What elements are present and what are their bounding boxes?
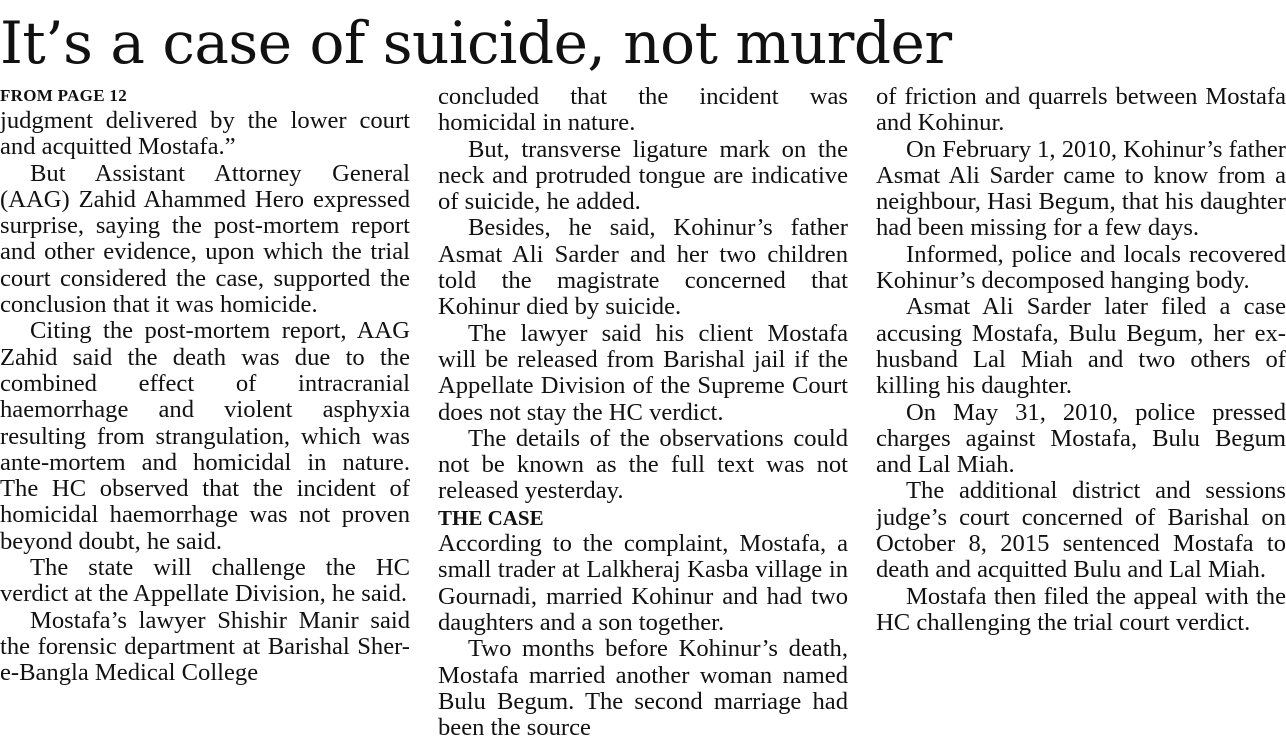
paragraph: The state will challenge the HC verdict at the Appellate Division, he said. bbox=[0, 554, 410, 608]
paragraph: judgment delivered by the lower court and acquitted Mostafa.” bbox=[0, 107, 410, 161]
article-column-3 bbox=[876, 84, 1286, 752]
paragraph: The lawyer said his client Mostafa will be released from Barishal jail if the Appellate Division of the Supreme Court does not stay the HC verdict. bbox=[438, 319, 848, 426]
paragraph: concluded that the incident was homicidal in nature. bbox=[438, 84, 848, 137]
paragraph: The additional district and sessions judge’s court concerned of Barishal on October 8, 2015 sentenced Mostafa to death and acquitted Bulu and Lal Miah. bbox=[876, 477, 1286, 584]
paragraph: On May 31, 2010, police pressed charges against Mostafa, Bulu Begum and Lal Miah. bbox=[876, 398, 1286, 479]
paragraph: Asmat Ali Sarder later filed a case accusing Mostafa, Bulu Begum, her ex-husband Lal Miah and two others of killing his daughter. bbox=[876, 293, 1286, 400]
paragraph: Mostafa’s lawyer Shishir Manir said the forensic department at Barishal Sher-e-Bangla Medical College bbox=[0, 606, 410, 687]
paragraph: Informed, police and locals recovered Kohinur’s decomposed hanging body. bbox=[876, 240, 1286, 295]
paragraph: Two months before Kohinur’s death, Mostafa married another woman named Bulu Begum. The second marriage had been the source bbox=[438, 635, 848, 742]
paragraph: According to the complaint, Mostafa, a small trader at Lalkheraj Kasba village in Gournadi, married Kohinur and had two daughters and a son together. bbox=[438, 530, 848, 636]
paragraph: of friction and quarrels between Mostafa and Kohinur. bbox=[876, 84, 1286, 137]
paragraph: Mostafa then filed the appeal with the HC challenging the trial court verdict. bbox=[876, 582, 1286, 636]
article-column-2 bbox=[438, 84, 848, 752]
paragraph: The details of the observations could not be known as the full text was not released yesterday. bbox=[438, 424, 848, 505]
article-column-1 bbox=[0, 84, 410, 752]
continuation-kicker: FROM PAGE 12 bbox=[0, 86, 127, 105]
paragraph: Besides, he said, Kohinur’s father Asmat Ali Sarder and her two children told the magistrate concerned that Kohinur died by suicide. bbox=[438, 214, 848, 321]
paragraph: But, transverse ligature mark on the neck and protruded tongue are indicative of suicide, he added. bbox=[438, 135, 848, 216]
paragraph: On February 1, 2010, Kohinur’s father Asmat Ali Sarder came to know from a neighbour, Hasi Begum, that his daughter had been missing for a few days. bbox=[876, 135, 1286, 242]
paragraph: Citing the post-mortem report, AAG Zahid said the death was due to the combined effect of intracranial haemorrhage and violent asphyxia resulting from strangulation, which was ante-mortem and homicidal in nature. The HC observed that the incident of homicidal haemorrhage was not proven beyond doubt, he said. bbox=[0, 317, 410, 555]
headline: It’s a case of suicide, not murder bbox=[0, 9, 952, 77]
section-subhead: THE CASE bbox=[438, 505, 544, 530]
paragraph: But Assistant Attorney General (AAG) Zahid Ahammed Hero expressed surprise, saying the post-mortem report and other evidence, upon which the trial court considered the case, supported the conclusion that it was homicide. bbox=[0, 159, 410, 319]
